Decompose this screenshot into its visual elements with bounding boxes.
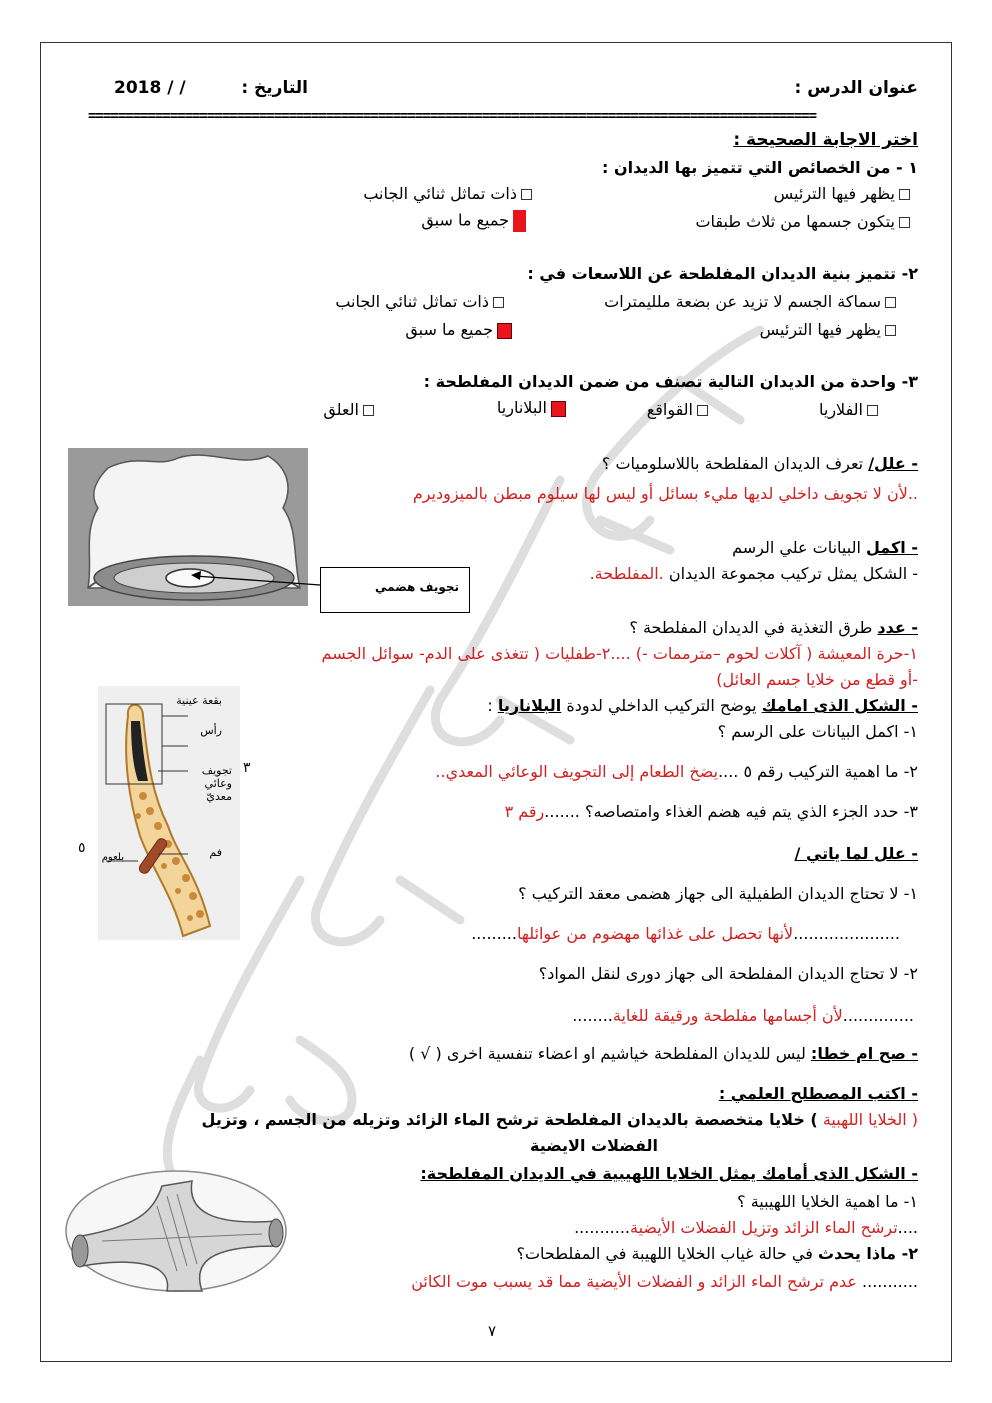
flame-a1: ....ترشح الماء الزائد وتزيل الفضلات الأيضية........... (574, 1218, 918, 1237)
truefalse-line: - صح ام خطا: ليس للديدان المفلطحة خياشيم او اعضاء تنفسية اخرى ( √ ) (408, 1044, 918, 1063)
planaria-q2: ٢- ما اهمية التركيب رقم ٥ ....يضخ الطعام إلى التجويف الوعائي المعدي.. (435, 762, 918, 781)
q2-option-2[interactable]: ذات تماثل ثنائي الجانب (335, 292, 508, 311)
flame-heading: - الشكل الذى أمامك يمثل الخلايا اللهيبية في الديدان المفلطحة: (420, 1164, 918, 1183)
q3-option-3[interactable]: البلاناريا (497, 398, 570, 417)
digestive-cavity-label: تجويف هضمي (375, 580, 459, 594)
label-gastrovascular: تجويف وعائي معديّ (201, 764, 232, 803)
page-number: ٧ (488, 1322, 497, 1340)
q2-option-1[interactable]: سماكة الجسم لا تزيد عن بضعة ملليمترات (604, 292, 900, 311)
checkbox-icon[interactable] (363, 405, 374, 416)
q3-option-4[interactable]: العلق (323, 400, 378, 419)
explain1-question: - علل/ تعرف الديدان المفلطحة باللاسلوميات ؟ (601, 454, 918, 473)
selected-marker-icon[interactable] (513, 210, 526, 232)
planaria-q3: ٣- حدد الجزء الذي يتم فيه هضم الغذاء وامتصاصه؟ .......رقم ٣ (504, 802, 918, 821)
q3-option-1[interactable]: الفلاريا (819, 400, 882, 419)
q1-option-2[interactable]: ذات تماثل ثنائي الجانب (363, 184, 536, 203)
checkbox-icon[interactable] (899, 217, 910, 228)
digestive-cavity-callout (320, 567, 470, 613)
label-head: رأس (200, 724, 222, 737)
count-answer-2: -أو قطع من خلايا جسم العائل) (716, 670, 918, 689)
complete-prompt: - اكمل البيانات علي الرسم (732, 538, 918, 557)
flame-q2: ٢- ماذا يحدث في حالة غياب الخلايا اللهيبة في المفلطحات؟ (516, 1244, 918, 1263)
q2-option-4[interactable]: جميع ما سبق (405, 320, 516, 339)
date-label: التاريخ : (241, 78, 308, 98)
date-value: 2018 / / (114, 78, 186, 98)
planaria-q1: ١- اكمل البيانات على الرسم ؟ (717, 722, 918, 741)
q2-option-3[interactable]: يظهر فيها الترئيس (760, 320, 900, 339)
separator-line: ================================================================================================== (88, 108, 817, 124)
selected-marker-icon[interactable] (551, 401, 566, 417)
count-answer-1: ١-حرة المعيشة ( آكلات لحوم –مترممات -) ....٢-طفليات ( تتغذى على الدم- سوائل الجسم (321, 644, 918, 663)
selected-marker-icon[interactable] (497, 323, 512, 339)
checkbox-icon[interactable] (885, 297, 896, 308)
pointer-arrow (185, 560, 325, 590)
checkbox-icon[interactable] (899, 189, 910, 200)
label-number-3: ٣ (243, 760, 251, 776)
term-line1: ( الخلايا اللهبية ) خلايا متخصصة بالديدان المفلطحة ترشح الماء الزائد وتزيله من الجسم ، وتزيل (201, 1110, 918, 1129)
term-title: - اكتب المصطلح العلمي : (718, 1084, 918, 1103)
complete-line2: - الشكل يمثل تركيب مجموعة الديدان .المفلطحة. (589, 564, 918, 583)
checkbox-icon[interactable] (697, 405, 708, 416)
explain2-a2: ..............لأن أجسامها مفلطحة ورقيقة للغاية........ (572, 1006, 914, 1025)
flame-q1: ١- ما اهمية الخلايا اللهيبية ؟ (737, 1192, 918, 1211)
explain2-title: - علل لما ياتي / (794, 844, 918, 863)
term-line2: الفضلات الايضية (530, 1136, 658, 1155)
label-eyespot: بقعة عينية (176, 694, 222, 707)
checkbox-icon[interactable] (493, 297, 504, 308)
explain2-q2: ٢- لا تحتاج الديدان المفلطحة الى جهاز دورى لنقل المواد؟ (538, 964, 918, 983)
label-pharynx: بلعوم (101, 852, 124, 863)
count-question: - عدد طرق التغذية في الديدان المفلطحة ؟ (629, 618, 918, 637)
q2-text: ٢- تتميز بنية الديدان المفلطحة عن اللاسعات في : (527, 264, 918, 283)
flame-cell-figure (62, 1166, 290, 1296)
checkbox-icon[interactable] (521, 189, 532, 200)
flame-a2: ........... عدم ترشح الماء الزائد و الفضلات الأيضية مما قد يسبب موت الكائن (411, 1272, 918, 1291)
explain1-answer: ..لأن لا تجويف داخلي لديها مليء بسائل أو ليس لها سيلوم مبطن بالميزوديرم (412, 484, 918, 503)
q3-option-2[interactable]: القواقع (647, 400, 712, 419)
checkbox-icon[interactable] (867, 405, 878, 416)
q3-text: ٣- واحدة من الديدان التالية تصنف من ضمن الديدان المفلطحة : (423, 372, 918, 391)
q1-text: ١ - من الخصائص التي تتميز بها الديدان : (602, 158, 918, 177)
section-title: اختر الاجابة الصحيحة : (733, 130, 918, 150)
q1-option-1[interactable]: يظهر فيها الترئيس (774, 184, 914, 203)
planaria-heading: - الشكل الذى امامك يوضح التركيب الداخلي لدودة البلاناريا : (487, 696, 918, 715)
lesson-title-label: عنوان الدرس : (794, 78, 918, 98)
explain2-a1: .....................لأنها تحصل على غذائها مهضوم من عوائلها......... (471, 924, 900, 943)
q1-option-3[interactable]: يتكون جسمها من ثلاث طبقات (695, 212, 914, 231)
q1-option-4[interactable]: جميع ما سبق (421, 210, 530, 232)
label-mouth: فم (209, 846, 222, 859)
checkbox-icon[interactable] (885, 325, 896, 336)
label-number-5: ٥ (78, 840, 86, 856)
explain2-q1: ١- لا تحتاج الديدان الطفيلية الى جهاز هضمى معقد التركيب ؟ (518, 884, 918, 903)
